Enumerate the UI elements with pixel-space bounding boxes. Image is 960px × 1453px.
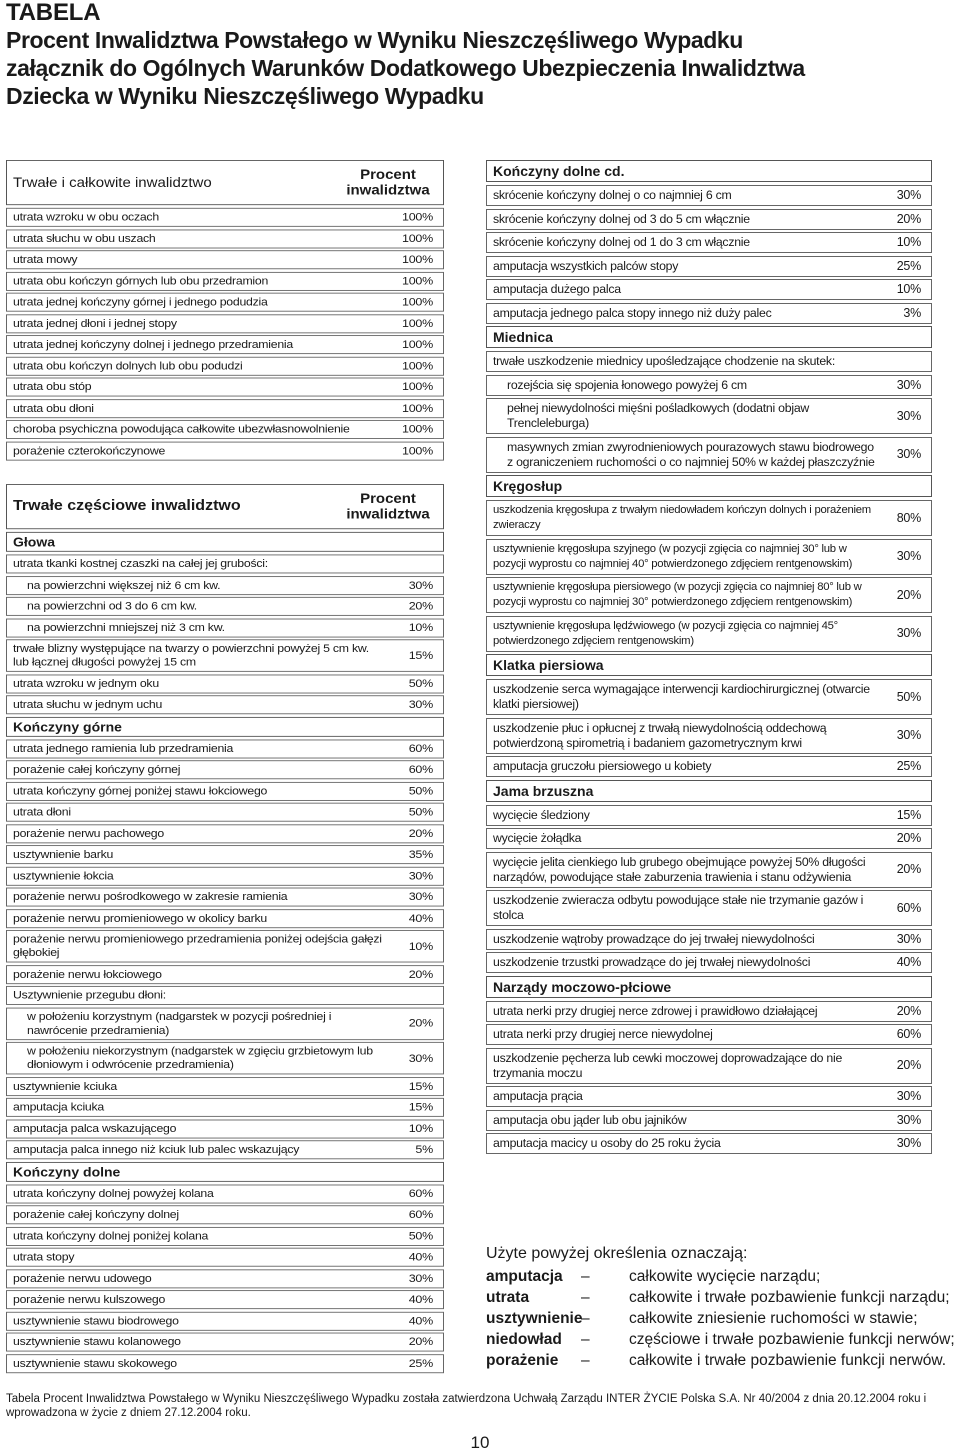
row-label: uszkodzenie płuc i opłucnej z trwałą niewydolnością oddechową potwierdzoną spirometrią i badaniem gazometrycznym krwi [493, 720, 827, 750]
row-value: 40% [408, 1292, 433, 1306]
row-label: pełnej niewydolności mięśni pośladkowych (dodatni objaw Trencleleburga) [507, 401, 810, 430]
row-value: 15% [408, 1100, 433, 1114]
row-value: 100% [402, 337, 433, 351]
definitions-list [486, 1266, 956, 1371]
table-row [6, 781, 444, 800]
table-row [6, 208, 444, 227]
table-row [6, 314, 444, 333]
table-row [6, 1042, 444, 1074]
table-row [6, 888, 444, 907]
row-label: utrata kończyny górnej poniżej stawu łokciowego [13, 784, 268, 797]
row-value: 20% [896, 831, 921, 845]
page-number: 10 [470, 1433, 490, 1452]
pelvis-title: Miednica [486, 326, 932, 348]
definition-term: utrata [486, 1289, 530, 1306]
row-value: 10% [408, 620, 433, 634]
chest-title: Klatka piersiowa [486, 654, 932, 676]
row-value: 100% [402, 316, 433, 330]
definition-desc: częściowe i trwałe pozbawienie funkcji nerwów; [629, 1331, 955, 1348]
row-value: 20% [896, 211, 921, 226]
row-value: 3% [903, 305, 921, 320]
definition-dash: – [581, 1289, 590, 1306]
table-row [6, 760, 444, 779]
row-label: porażenie całej kończyny dolnej [13, 1208, 179, 1221]
row-label: skrócenie kończyny dolnej od 3 do 5 cm włącznie [493, 211, 750, 226]
table-row [6, 1311, 444, 1330]
table-row [486, 539, 932, 575]
table-row [486, 500, 932, 536]
spine-title: Kręgosłup [486, 475, 932, 497]
total-heading: Trwałe i całkowite inwalidztwo [13, 174, 212, 191]
row-value: 30% [408, 869, 433, 882]
row-label: utrata dłoni [13, 805, 71, 819]
table-row [486, 398, 932, 434]
table-row [6, 356, 444, 375]
definition-term: porażenie [486, 1352, 559, 1369]
partial-heading: Trwałe częściowe inwalidztwo [13, 498, 241, 514]
pelvis-intro: trwałe uszkodzenie miednicy upośledzające chodzenie na skutek: [486, 351, 932, 372]
row-value: 20% [408, 826, 433, 840]
title-line-4: Dziecka w Wyniku Nieszczęśliwego Wypadku [6, 83, 484, 109]
definition-item [486, 1308, 956, 1329]
row-label: utrata jednej kończyny górnej i jednego podudzia [13, 295, 268, 309]
table-row [6, 1184, 444, 1203]
row-label: amputacja dużego palca [493, 282, 621, 296]
partial-header [6, 484, 444, 529]
total-pct-heading: Procent inwalidztwa [346, 167, 430, 198]
row-label: usztywnienie stawu kolanowego [13, 1335, 181, 1348]
row-value: 20% [896, 587, 921, 602]
row-value: 25% [896, 258, 921, 273]
table-row [486, 828, 932, 849]
table-row [6, 399, 444, 418]
document-title-block [6, 0, 956, 110]
row-label: uszkodzenie serca wymagające interwencji kardiochirurgicznej (otwarcie klatki piersiowej) [493, 682, 870, 711]
definition-desc: całkowite zniesienie ruchomości w stawie; [629, 1310, 918, 1327]
upper-title: Kończyny górne [6, 716, 444, 736]
row-value: 100% [402, 231, 433, 245]
definition-dash: – [581, 1310, 590, 1327]
wrist-intro: Usztywnienie przegubu dłoni: [6, 986, 444, 1005]
total-rows [6, 208, 444, 460]
row-label: utrata mowy [13, 252, 78, 266]
table-row [6, 803, 444, 822]
table-row [6, 378, 444, 397]
table-row [6, 1227, 444, 1246]
row-label: utrata kończyny dolnej poniżej kolana [13, 1229, 209, 1242]
table-row [6, 1077, 444, 1096]
row-value: 10% [408, 1121, 433, 1135]
table-row [6, 1205, 444, 1224]
row-value: 30% [408, 578, 433, 592]
row-label: na powierzchni mniejszej niż 3 cm kw. [27, 620, 225, 634]
row-label: utrata słuchu w obu uszach [13, 231, 156, 245]
table-row [486, 279, 932, 300]
row-value: 40% [408, 1314, 433, 1327]
row-value: 10% [896, 282, 921, 296]
row-label: amputacja macicy u osoby do 25 roku życia [493, 1136, 721, 1150]
uro-rows [486, 1001, 932, 1155]
total-header [6, 160, 444, 205]
row-label: porażenie nerwu pośrodkowego w zakresie ramienia [13, 890, 288, 903]
row-label: utrata jednej kończyny dolnej i jednego przedramienia [13, 337, 294, 351]
row-value: 30% [896, 728, 921, 742]
definition-desc: całkowite wycięcie narządu; [629, 1268, 821, 1285]
row-value: 80% [896, 510, 921, 525]
table-row [486, 718, 932, 754]
table-row [486, 1001, 932, 1022]
row-label: usztywnienie łokcia [13, 869, 114, 882]
row-value: 20% [408, 1016, 433, 1030]
pelvis-rows [486, 375, 932, 473]
row-label: utrata obu kończyn górnych lub obu przedramion [13, 274, 269, 287]
table-row [486, 437, 932, 473]
row-value: 20% [408, 1335, 433, 1348]
table-row [486, 232, 932, 253]
row-value: 50% [896, 689, 921, 704]
row-label: utrata słuchu w jednym uchu [13, 697, 163, 711]
row-value: 100% [402, 422, 433, 436]
row-label: wycięcie jelita cienkiego lub grubego obejmujące powyżej 50% długości narządów, powodujące stałe zaburzenia trawienia i stanu odżywienia [493, 854, 866, 884]
definition-term: niedowład [486, 1331, 562, 1348]
table-row [486, 890, 932, 926]
row-value: 60% [408, 1208, 433, 1221]
table-row [486, 679, 932, 715]
table-row [486, 185, 932, 206]
row-label: uszkodzenie wątroby prowadzące do jej trwałej niewydolności [493, 931, 815, 946]
upper-rows-2 [6, 1077, 444, 1160]
spine-rows [486, 500, 932, 652]
row-label: utrata wzroku w obu oczach [13, 210, 159, 224]
row-value: 100% [402, 443, 433, 457]
table-row [486, 1133, 932, 1154]
row-label: usztywnienie barku [13, 847, 114, 861]
row-value: 100% [402, 274, 433, 287]
row-value: 30% [408, 890, 433, 903]
row-value: 30% [408, 1051, 433, 1065]
table-row [486, 852, 932, 888]
chest-rows [486, 679, 932, 777]
table-row [6, 1098, 444, 1117]
row-value: 35% [408, 847, 433, 861]
table-row [6, 1007, 444, 1039]
table-row [486, 577, 932, 613]
row-value: 20% [896, 1058, 921, 1072]
row-label: utrata kończyny dolnej powyżej kolana [13, 1186, 214, 1200]
row-value: 20% [896, 862, 921, 876]
lower-cont-rows [486, 185, 932, 324]
row-label: porażenie nerwu pachowego [13, 826, 164, 840]
table-row [6, 674, 444, 693]
table-row [486, 375, 932, 396]
row-label: usztywnienie stawu biodrowego [13, 1314, 179, 1327]
head-intro: utrata tkanki kostnej czaszki na całej jej grubości: [6, 554, 444, 573]
row-label: skrócenie kończyny dolnej o co najmniej 6 cm [493, 188, 732, 202]
row-value: 30% [408, 1271, 433, 1285]
row-value: 30% [896, 1089, 921, 1103]
abdomen-rows [486, 805, 932, 974]
table-row [6, 639, 444, 671]
table-row [6, 1140, 444, 1159]
row-value: 40% [408, 911, 433, 925]
row-label: utrata obu kończyn dolnych lub obu podudzi [13, 359, 243, 372]
row-label: amputacja wszystkich palców stopy [493, 258, 679, 273]
row-label: amputacja palca wskazującego [13, 1121, 177, 1135]
row-label: porażenie nerwu kulszowego [13, 1292, 166, 1306]
lower-title: Kończyny dolne [6, 1162, 444, 1182]
row-label: na powierzchni od 3 do 6 cm kw. [27, 599, 197, 613]
row-label: porażenie całej kończyny górnej [13, 762, 181, 776]
table-row [6, 1354, 444, 1373]
table-row [486, 1110, 932, 1131]
table-row [6, 824, 444, 843]
row-value: 60% [408, 762, 433, 776]
head-rows [6, 576, 444, 715]
row-value: 10% [408, 939, 433, 953]
row-value: 100% [402, 295, 433, 309]
row-label: amputacja kciuka [13, 1100, 105, 1114]
row-label: w położeniu niekorzystnym (nadgarstek w zgięciu grzbietowym lub dłoniowym i odwrócenie przedramienia) [27, 1044, 373, 1071]
row-label: porażenie czterokończynowe [13, 443, 166, 457]
definition-desc: całkowite i trwałe pozbawienie funkcji nerwów. [629, 1352, 947, 1369]
table-row [486, 929, 932, 950]
row-value: 100% [402, 210, 433, 224]
right-column [486, 160, 932, 1157]
table-row [6, 335, 444, 354]
row-value: 5% [415, 1143, 433, 1156]
row-label: masywnych zmian zwyrodnieniowych pourazowych stawu biodrowego z ograniczeniem ruchomości o co najmniej 50% w każdej płaszczyźnie [507, 439, 875, 469]
row-label: amputacja palca innego niż kciuk lub palec wskazujący [13, 1143, 300, 1156]
row-value: 100% [402, 380, 433, 393]
row-value: 20% [408, 967, 433, 981]
row-value: 30% [896, 188, 921, 202]
table-row [486, 303, 932, 324]
row-label: porażenie nerwu łokciowego [13, 967, 162, 981]
row-label: utrata wzroku w jednym oku [13, 676, 159, 690]
definition-dash: – [581, 1268, 590, 1285]
table-row [6, 909, 444, 928]
row-value: 10% [896, 235, 921, 249]
wrist-rows [6, 1007, 444, 1074]
row-value: 50% [408, 676, 433, 690]
table-row [6, 739, 444, 758]
table-row [6, 1269, 444, 1288]
table-row [486, 1048, 932, 1084]
row-value: 60% [896, 900, 921, 915]
definitions-heading: Użyte powyżej określenia oznaczają: [486, 1245, 748, 1262]
row-label: utrata stopy [13, 1250, 75, 1264]
row-label: amputacja gruczołu piersiowego u kobiety [493, 759, 712, 773]
definition-item [486, 1266, 956, 1287]
title-line-3: załącznik do Ogólnych Warunków Dodatkowego Ubezpieczenia Inwalidztwa [6, 55, 805, 81]
row-value: 15% [408, 1079, 433, 1093]
table-row [6, 1333, 444, 1352]
uro-title: Narządy moczowo-płciowe [486, 976, 932, 998]
lower-rows [6, 1184, 444, 1373]
row-label: utrata obu stóp [13, 380, 92, 393]
row-label: utrata nerki przy drugiej nerce niewydolnej [493, 1027, 713, 1041]
definition-item [486, 1350, 956, 1371]
row-label: porażenie nerwu promieniowego przedramienia poniżej odejścia gałęzi głębokiej [13, 932, 382, 959]
definition-dash: – [581, 1331, 590, 1348]
row-value: 100% [402, 252, 433, 266]
row-label: utrata nerki przy drugiej nerce zdrowej i prawidłowo działającej [493, 1003, 818, 1018]
lower-cont-title: Kończyny dolne cd. [486, 160, 932, 182]
row-label: rozejścia się spojenia łonowego powyżej 6 cm [507, 377, 747, 392]
row-value: 60% [408, 1186, 433, 1200]
upper-rows [6, 739, 444, 984]
row-label: trwałe blizny występujące na twarzy o powierzchni powyżej 5 cm kw. lub łącznej długości powyżej 15 cm [13, 642, 369, 669]
row-label: usztywnienie kręgosłupa lędźwiowego (w pozycji zgięcia co najmniej 45° potwierdzonego zdjęciem rentgenowskim) [493, 619, 838, 647]
row-value: 25% [896, 759, 921, 773]
row-label: amputacja prącia [493, 1089, 583, 1103]
row-value: 30% [896, 408, 921, 423]
title-tabela: TABELA [6, 0, 101, 26]
table-row [486, 756, 932, 777]
row-label: w położeniu korzystnym (nadgarstek w pozycji pośredniej i nawrócenie przedramienia) [27, 1009, 332, 1037]
table-row [486, 1086, 932, 1107]
row-label: choroba psychiczna powodująca całkowite ubezwłasnowolnienie [13, 422, 350, 436]
table-row [6, 441, 444, 460]
row-label: uszkodzenie zwieracza odbytu powodujące stałe nie trzymanie gazów i stolca [493, 893, 864, 922]
table-row [486, 805, 932, 826]
title-line-2: Procent Inwalidztwa Powstałego w Wyniku Nieszczęśliwego Wypadku [6, 27, 743, 53]
row-value: 30% [896, 1112, 921, 1127]
definition-dash: – [581, 1352, 590, 1369]
row-value: 100% [402, 401, 433, 415]
row-value: 30% [896, 931, 921, 946]
head-title: Głowa [6, 532, 444, 552]
row-label: usztywnienie kręgosłupa piersiowego (w pozycji zgięcia co najmniej 80° lub w pozycji wyprostu co najmniej 30° potwierdzonego zdjęciem rentgenowskim) [493, 581, 862, 608]
row-label: wycięcie żołądka [493, 831, 582, 845]
table-row [6, 576, 444, 595]
table-row [486, 1024, 932, 1045]
partial-pct-heading: Procent inwalidztwa [346, 491, 430, 522]
row-value: 15% [408, 648, 433, 662]
row-label: utrata obu dłoni [13, 401, 94, 415]
row-label: porażenie nerwu udowego [13, 1271, 152, 1285]
row-value: 30% [408, 697, 433, 711]
row-label: wycięcie śledziony [493, 807, 590, 822]
table-row [6, 1248, 444, 1267]
table-row [6, 845, 444, 864]
table-row [6, 930, 444, 962]
row-label: uszkodzenie pęcherza lub cewki moczowej doprowadzające do nie trzymania moczu [493, 1050, 843, 1080]
row-label: utrata jednego ramienia lub przedramienia [13, 741, 234, 755]
row-value: 30% [896, 377, 921, 392]
definition-item [486, 1287, 956, 1308]
row-value: 30% [896, 549, 921, 563]
row-label: amputacja jednego palca stopy innego niż duży palec [493, 305, 772, 320]
table-row [486, 256, 932, 277]
row-value: 40% [896, 955, 921, 969]
table-row [6, 420, 444, 439]
table-row [6, 597, 444, 616]
row-label: na powierzchni większej niż 6 cm kw. [27, 578, 221, 592]
table-row [6, 965, 444, 984]
table-row [6, 229, 444, 248]
abdomen-title: Jama brzuszna [486, 780, 932, 802]
row-value: 50% [408, 805, 433, 819]
row-value: 20% [408, 599, 433, 613]
row-value: 30% [896, 626, 921, 640]
row-value: 40% [408, 1250, 433, 1264]
table-row [486, 209, 932, 230]
row-value: 60% [408, 741, 433, 755]
row-value: 30% [896, 447, 921, 461]
table-row [6, 1119, 444, 1138]
definitions [486, 1245, 956, 1371]
row-value: 25% [408, 1356, 433, 1370]
row-value: 50% [408, 784, 433, 797]
row-label: uszkodzenia kręgosłupa z trwałym niedowładem kończyn dolnych i porażeniem zwieraczy [493, 504, 871, 531]
row-value: 50% [408, 1229, 433, 1242]
row-label: usztywnienie stawu skokowego [13, 1356, 177, 1370]
table-row [6, 1290, 444, 1309]
definition-term: usztywnienie [486, 1310, 583, 1327]
definition-term: amputacja [486, 1268, 563, 1285]
row-label: uszkodzenie trzustki prowadzące do jej trwałej niewydolności [493, 955, 811, 969]
row-label: amputacja obu jąder lub obu jajników [493, 1112, 687, 1127]
row-label: usztywnienie kręgosłupa szyjnego (w pozycji zgięcia co najmniej 30° lub w pozycji wyprostu co najmniej 40° potwierdzonego zdjęciem rentgenowskim) [493, 542, 853, 570]
row-label: skrócenie kończyny dolnej od 1 do 3 cm włącznie [493, 235, 750, 249]
table-row [486, 616, 932, 652]
table-row [6, 250, 444, 269]
row-value: 15% [896, 807, 921, 822]
table-row [6, 866, 444, 885]
table-row [6, 271, 444, 290]
definition-item [486, 1329, 956, 1350]
row-label: porażenie nerwu promieniowego w okolicy barku [13, 911, 267, 925]
table-row [6, 293, 444, 312]
left-column [6, 160, 444, 1375]
table-row [6, 695, 444, 714]
row-value: 30% [896, 1136, 921, 1150]
definition-desc: całkowite i trwałe pozbawienie funkcji narządu; [629, 1289, 950, 1306]
row-value: 100% [402, 359, 433, 372]
row-value: 20% [896, 1003, 921, 1018]
footer-note: Tabela Procent Inwalidztwa Powstałego w Wyniku Nieszczęśliwego Wypadku została zatwierdzona Uchwałą Zarządu INTER ŻYCIE Polska S.A. Nr 40/2004 z dnia 20.12.2004 roku i wprowadzona w życie z dniem 27.12.2004 roku. [6, 1393, 927, 1419]
row-label: utrata jednej dłoni i jednej stopy [13, 316, 177, 330]
row-label: usztywnienie kciuka [13, 1079, 117, 1093]
table-row [486, 952, 932, 973]
row-value: 60% [896, 1027, 921, 1041]
table-row [6, 618, 444, 637]
